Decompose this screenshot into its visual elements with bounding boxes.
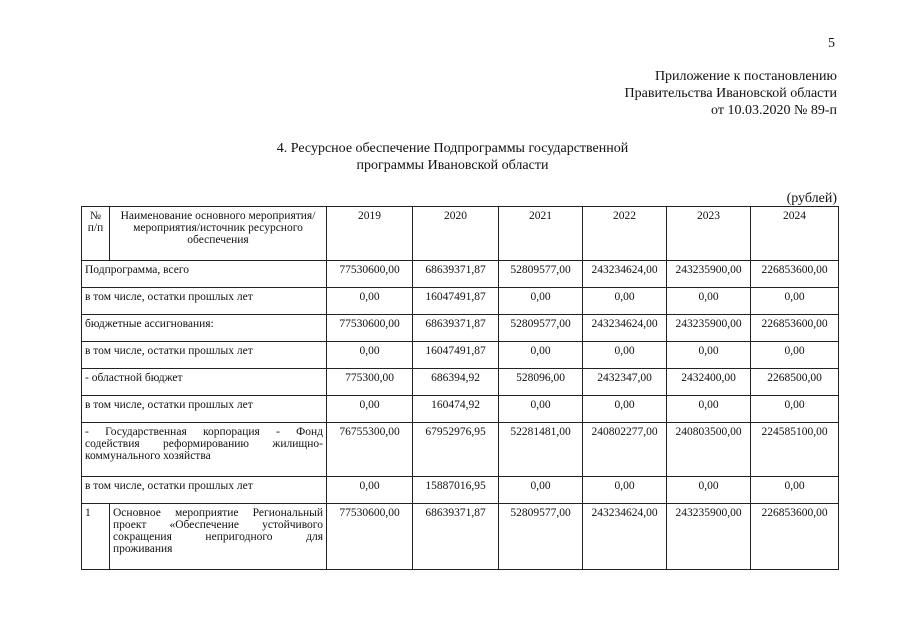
- cell-value: 243235900,00: [667, 261, 751, 288]
- cell-value: 77530600,00: [327, 315, 413, 342]
- cell-value: 68639371,87: [413, 315, 499, 342]
- cell-value: 2432347,00: [583, 369, 667, 396]
- row-number: 1: [82, 504, 110, 570]
- cell-value: 0,00: [583, 342, 667, 369]
- cell-value: 243234624,00: [583, 315, 667, 342]
- header-name: Наименование основного мероприятия/мероприятия/источник ресурсного обеспечения: [110, 207, 327, 261]
- appendix-line-2: Правительства Ивановской области: [624, 86, 837, 101]
- page-number: 5: [828, 36, 835, 51]
- cell-value: 52809577,00: [499, 315, 583, 342]
- cell-value: 76755300,00: [327, 423, 413, 477]
- cell-value: 0,00: [583, 288, 667, 315]
- resource-table: [81, 206, 839, 570]
- cell-value: 775300,00: [327, 369, 413, 396]
- header-year: 2023: [667, 207, 751, 261]
- cell-value: 0,00: [667, 396, 751, 423]
- table-row: [82, 261, 839, 288]
- section-title: [0, 140, 905, 174]
- cell-value: 0,00: [667, 342, 751, 369]
- cell-value: 15887016,95: [413, 477, 499, 504]
- header-year: 2020: [413, 207, 499, 261]
- cell-value: 240802277,00: [583, 423, 667, 477]
- appendix-header: [625, 68, 837, 119]
- cell-value: 686394,92: [413, 369, 499, 396]
- row-label: в том числе, остатки прошлых лет: [82, 288, 327, 315]
- row-label: Подпрограмма, всего: [82, 261, 327, 288]
- table-row: [82, 477, 839, 504]
- cell-value: 0,00: [327, 477, 413, 504]
- table-row: [82, 315, 839, 342]
- cell-value: 0,00: [583, 477, 667, 504]
- table-header-row: [82, 207, 839, 261]
- units-label: (рублей): [786, 191, 837, 206]
- cell-value: 528096,00: [499, 369, 583, 396]
- header-year: 2024: [751, 207, 839, 261]
- cell-value: 0,00: [751, 396, 839, 423]
- row-label: - областной бюджет: [82, 369, 327, 396]
- cell-value: 243234624,00: [583, 261, 667, 288]
- cell-value: 77530600,00: [327, 261, 413, 288]
- cell-value: 0,00: [499, 477, 583, 504]
- appendix-line-1: Приложение к постановлению: [654, 69, 837, 84]
- cell-value: 0,00: [499, 288, 583, 315]
- cell-value: 0,00: [667, 477, 751, 504]
- cell-value: 2432400,00: [667, 369, 751, 396]
- table-row: [82, 369, 839, 396]
- row-label: Основное мероприятие Региональный проект «Обеспечение устойчивого сокращения непригодного для проживания: [110, 504, 327, 570]
- cell-value: 0,00: [499, 342, 583, 369]
- cell-value: 0,00: [327, 288, 413, 315]
- row-label: бюджетные ассигнования:: [82, 315, 327, 342]
- cell-value: 52809577,00: [499, 261, 583, 288]
- cell-value: 0,00: [751, 342, 839, 369]
- cell-value: 226853600,00: [751, 504, 839, 570]
- table-row: [82, 342, 839, 369]
- row-label: - Государственная корпорация - Фонд содействия реформированию жилищно-коммунального хозяйства: [82, 423, 327, 477]
- row-label: в том числе, остатки прошлых лет: [82, 396, 327, 423]
- header-year: 2021: [499, 207, 583, 261]
- cell-value: 68639371,87: [413, 261, 499, 288]
- section-title-line-2: программы Ивановской области: [356, 158, 549, 173]
- cell-value: 0,00: [327, 396, 413, 423]
- header-year: 2022: [583, 207, 667, 261]
- cell-value: 160474,92: [413, 396, 499, 423]
- row-label: в том числе, остатки прошлых лет: [82, 477, 327, 504]
- cell-value: 77530600,00: [327, 504, 413, 570]
- cell-value: 224585100,00: [751, 423, 839, 477]
- cell-value: 0,00: [751, 477, 839, 504]
- cell-value: 2268500,00: [751, 369, 839, 396]
- cell-value: 243235900,00: [667, 315, 751, 342]
- table-row: [82, 504, 839, 570]
- cell-value: 240803500,00: [667, 423, 751, 477]
- cell-value: 0,00: [751, 288, 839, 315]
- cell-value: 0,00: [499, 396, 583, 423]
- cell-value: 16047491,87: [413, 342, 499, 369]
- appendix-line-3: от 10.03.2020 № 89-п: [711, 103, 837, 118]
- cell-value: 226853600,00: [751, 261, 839, 288]
- cell-value: 243234624,00: [583, 504, 667, 570]
- cell-value: 0,00: [327, 342, 413, 369]
- cell-value: 52809577,00: [499, 504, 583, 570]
- cell-value: 68639371,87: [413, 504, 499, 570]
- header-year: 2019: [327, 207, 413, 261]
- table-row: [82, 423, 839, 477]
- cell-value: 0,00: [583, 396, 667, 423]
- cell-value: 226853600,00: [751, 315, 839, 342]
- header-number: № п/п: [82, 207, 110, 261]
- table-row: [82, 396, 839, 423]
- cell-value: 52281481,00: [499, 423, 583, 477]
- cell-value: 16047491,87: [413, 288, 499, 315]
- cell-value: 243235900,00: [667, 504, 751, 570]
- row-label: в том числе, остатки прошлых лет: [82, 342, 327, 369]
- table-row: [82, 288, 839, 315]
- cell-value: 67952976,95: [413, 423, 499, 477]
- cell-value: 0,00: [667, 288, 751, 315]
- section-title-line-1: 4. Ресурсное обеспечение Подпрограммы государственной: [276, 141, 629, 156]
